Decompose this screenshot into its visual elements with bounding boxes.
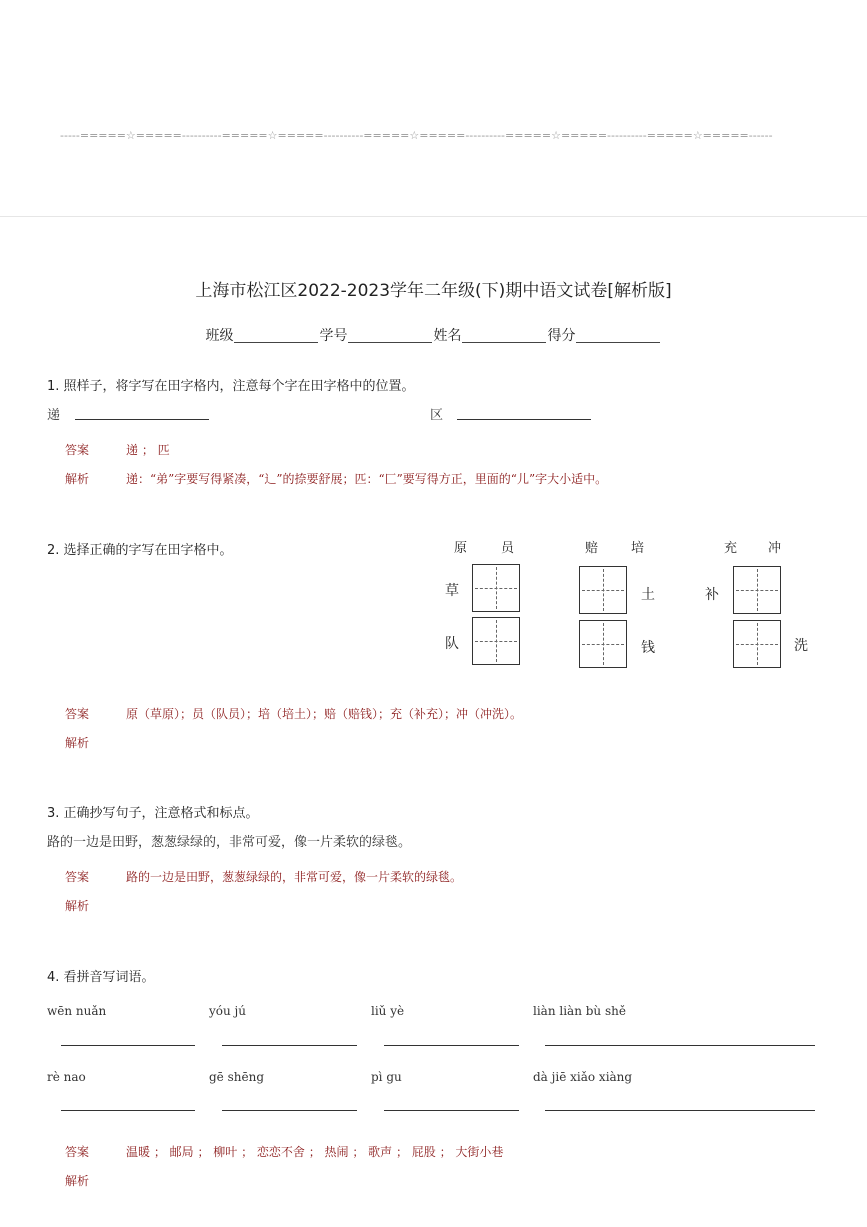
q4-pinyin-6: gē shēng <box>209 1070 264 1084</box>
q2-answer-text: 原（草原）；员（队员）；培（培土）；赔（赔钱）；充（补充）；冲（冲洗）。 <box>126 707 523 721</box>
q2-g2-right-1: 土 <box>641 587 655 603</box>
q3-answer-text: 路的一边是田野，葱葱绿绿的，非常可爱，像一片柔软的绿毯。 <box>126 870 463 884</box>
q2-g3-right-1: 洗 <box>794 638 808 654</box>
q4-blank-6[interactable] <box>222 1110 357 1111</box>
q1-answer-line-1[interactable] <box>75 419 209 420</box>
q1-char-1: 递 <box>47 408 61 423</box>
q3-prompt: 3. 正确抄写句子，注意格式和标点。 <box>47 806 259 821</box>
q2-g3-option-2: 冲 <box>768 541 782 556</box>
q2-g2-option-1: 赔 <box>585 541 599 556</box>
class-blank[interactable] <box>234 328 318 343</box>
q4-analysis-label: 解析 <box>65 1174 90 1188</box>
q3-answer-label: 答案 <box>65 870 90 884</box>
q4-answer-text: 温暖 ； 邮局 ； 柳叶 ； 恋恋不舍 ； 热闹 ； 歌声 ； 屁股 ； 大街小巷 <box>126 1145 504 1159</box>
q4-answer-label: 答案 <box>65 1145 90 1159</box>
page-title: 上海市松江区2022-2023学年二年级(下)期中语文试卷[解析版] <box>195 281 672 301</box>
q4-blank-1[interactable] <box>61 1045 195 1046</box>
student-info-line <box>0 325 867 345</box>
q2-g1-grid-2[interactable] <box>472 617 520 665</box>
q4-blank-4[interactable] <box>545 1045 815 1046</box>
header-divider <box>0 216 867 217</box>
q4-prompt: 4. 看拼音写词语。 <box>47 970 155 985</box>
q1-answer-label: 答案 <box>65 443 90 457</box>
q1-answer-line-2[interactable] <box>457 419 591 420</box>
q4-pinyin-8: dà jiē xiǎo xiàng <box>533 1070 633 1084</box>
q2-g1-option-1: 原 <box>454 541 468 556</box>
q2-g2-grid-1[interactable] <box>579 566 627 614</box>
score-blank[interactable] <box>576 328 660 343</box>
q2-answer-label: 答案 <box>65 707 90 721</box>
q1-char-2: 区 <box>430 408 444 423</box>
q4-pinyin-1: wēn nuǎn <box>47 1004 107 1018</box>
q4-blank-7[interactable] <box>384 1110 519 1111</box>
q4-pinyin-2: yóu jú <box>209 1004 246 1018</box>
q2-g1-left-2: 队 <box>445 636 459 652</box>
q2-g3-grid-1[interactable] <box>733 566 781 614</box>
q2-analysis-label: 解析 <box>65 736 90 750</box>
q4-pinyin-4: liàn liàn bù shě <box>533 1004 626 1018</box>
q3-analysis-label: 解析 <box>65 899 90 913</box>
q1-answer-text: 递 ； 匹 <box>126 443 170 457</box>
header-decoration: -----=====☆=====----------=====☆=====----------=====☆=====----------=====☆=====----------=====☆=====------ <box>60 129 773 142</box>
q2-g2-right-2: 钱 <box>641 640 655 656</box>
q4-blank-2[interactable] <box>222 1045 357 1046</box>
q2-prompt: 2. 选择正确的字写在田字格中。 <box>47 543 233 558</box>
q4-blank-8[interactable] <box>545 1110 815 1111</box>
q3-sentence: 路的一边是田野，葱葱绿绿的，非常可爱，像一片柔软的绿毯。 <box>47 835 412 850</box>
q2-g3-left-1: 补 <box>705 587 719 603</box>
q2-g3-grid-2[interactable] <box>733 620 781 668</box>
q1-prompt: 1. 照样子，将字写在田字格内，注意每个字在田字格中的位置。 <box>47 379 415 394</box>
q2-g1-option-2: 员 <box>501 541 515 556</box>
q1-analysis-label: 解析 <box>65 472 90 486</box>
name-label: 姓名 <box>433 328 462 344</box>
id-blank[interactable] <box>348 328 432 343</box>
name-blank[interactable] <box>462 328 546 343</box>
id-label: 学号 <box>319 328 348 344</box>
q4-pinyin-5: rè nao <box>47 1070 86 1084</box>
q4-blank-5[interactable] <box>61 1110 195 1111</box>
q2-g1-left-1: 草 <box>445 583 459 599</box>
q1-analysis-text: 递：“弟”字要写得紧凑，“辶”的捺要舒展；匹：“匚”要写得方正，里面的“儿”字大小适中。 <box>126 472 608 486</box>
q2-g3-option-1: 充 <box>724 541 738 556</box>
score-label: 得分 <box>547 328 576 344</box>
q4-pinyin-7: pì gu <box>371 1070 402 1084</box>
q2-g2-option-2: 培 <box>631 541 645 556</box>
q4-pinyin-3: liǔ yè <box>371 1004 405 1018</box>
class-label: 班级 <box>205 328 234 344</box>
q4-blank-3[interactable] <box>384 1045 519 1046</box>
q2-g2-grid-2[interactable] <box>579 620 627 668</box>
q2-g1-grid-1[interactable] <box>472 564 520 612</box>
